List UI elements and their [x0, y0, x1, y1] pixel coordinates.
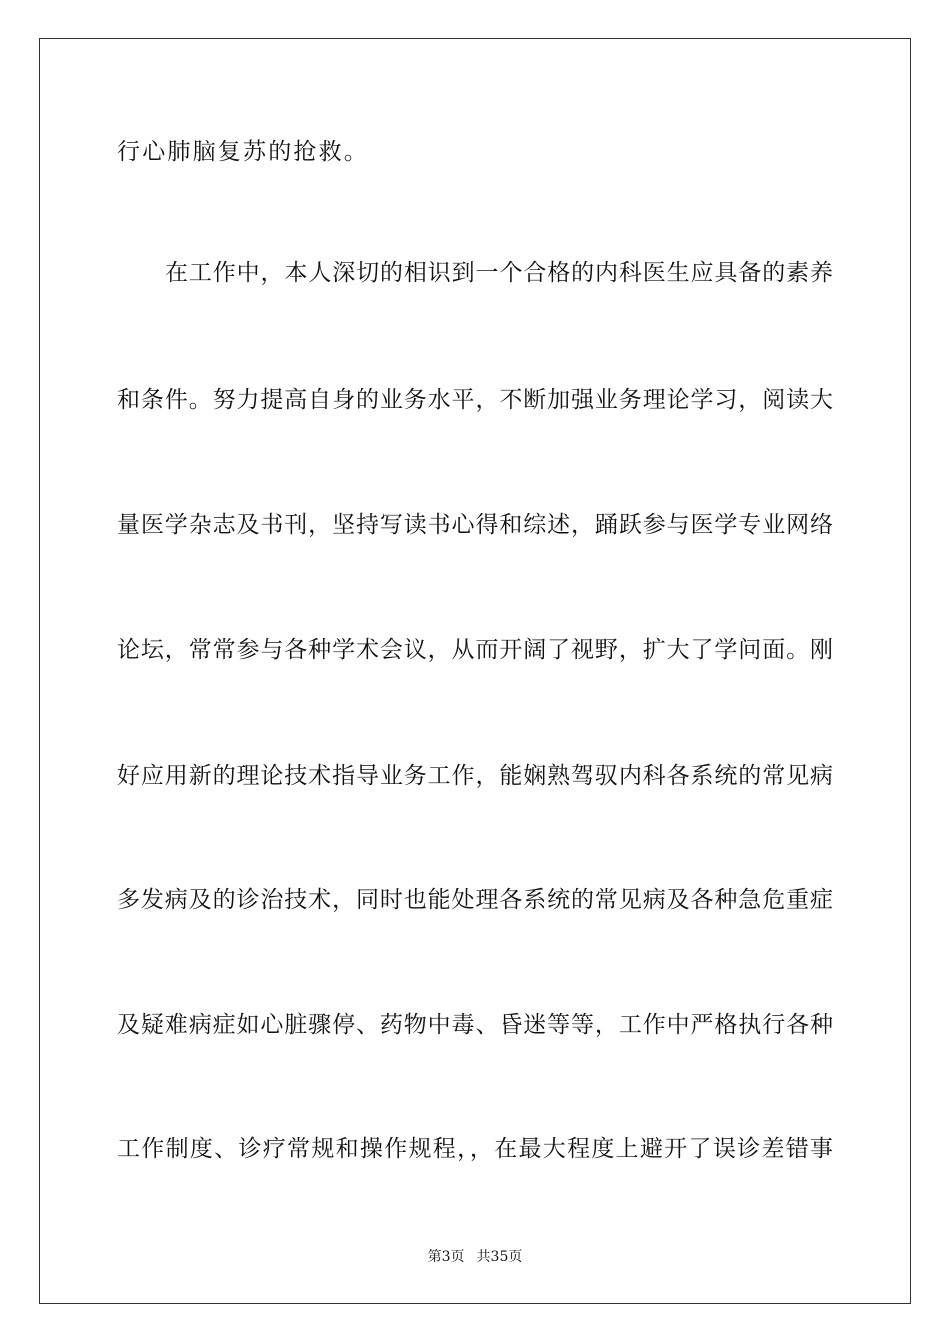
paragraph-line-1: 行心肺脑复苏的抢救。	[117, 139, 369, 165]
page-number: 第3页	[427, 1249, 465, 1265]
page-border	[39, 38, 911, 1304]
total-pages: 共35页	[476, 1249, 523, 1265]
paragraph-line-9: 工作制度、诊疗常规和操作规程，，在最大程度上避开了误诊差错事	[117, 1136, 833, 1162]
paragraph-line-5: 论坛，常常参与各种学术会议，从而开阔了视野，扩大了学问面。刚	[117, 637, 833, 663]
paragraph-line-3: 和条件。努力提高自身的业务水平，不断加强业务理论学习，阅读大	[117, 387, 833, 413]
paragraph-line-7: 多发病及的诊治技术，同时也能处理各系统的常见病及各种急危重症	[117, 887, 833, 913]
page-footer	[0, 1248, 950, 1266]
paragraph-line-2: 在工作中，本人深切的相识到一个合格的内科医生应具备的素养	[165, 260, 833, 286]
paragraph-line-8: 及疑难病症如心脏骤停、药物中毒、昏迷等等，工作中严格执行各种	[117, 1012, 833, 1038]
paragraph-line-4: 量医学杂志及书刊，坚持写读书心得和综述，踊跃参与医学专业网络	[117, 512, 833, 538]
paragraph-line-6: 好应用新的理论技术指导业务工作，能娴熟驾驭内科各系统的常见病	[117, 763, 833, 789]
